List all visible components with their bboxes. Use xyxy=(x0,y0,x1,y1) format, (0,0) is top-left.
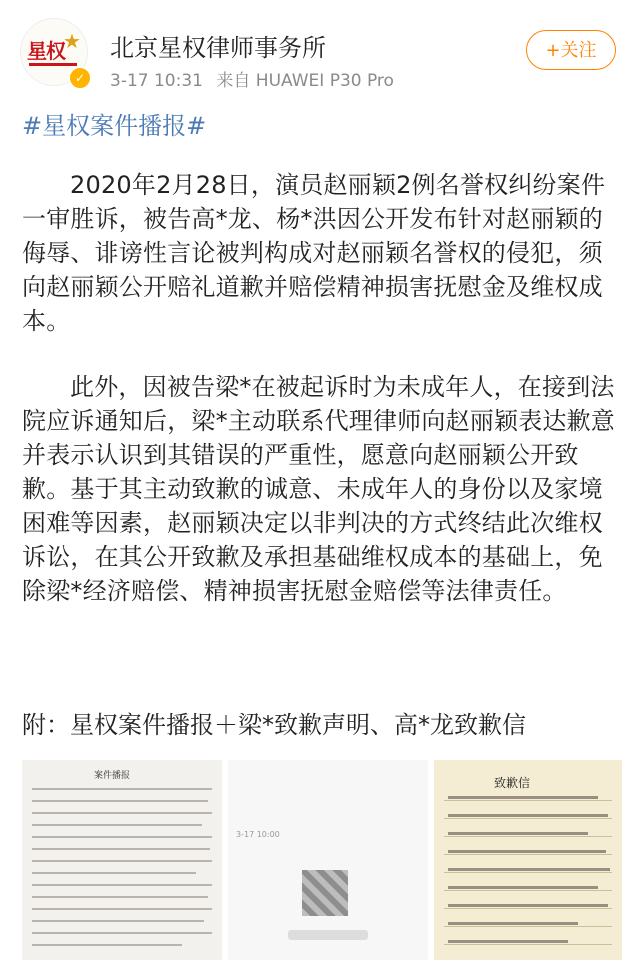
handwriting xyxy=(448,796,598,799)
apology-letter-image[interactable] xyxy=(434,760,622,960)
handwriting xyxy=(448,814,608,817)
chat-screenshot-image[interactable] xyxy=(228,760,428,960)
post-body xyxy=(22,168,622,640)
blurred-avatar xyxy=(302,870,348,916)
handwriting xyxy=(448,940,568,943)
doc-line xyxy=(32,800,208,802)
doc-line xyxy=(32,944,182,946)
avatar-logo-text: 星权 xyxy=(27,39,65,63)
handwriting xyxy=(448,922,578,925)
logo-stripe xyxy=(29,63,77,66)
doc-line xyxy=(32,788,212,790)
case-report-title: 案件播报 xyxy=(94,771,131,781)
paragraph-1: 2020年2月28日，演员赵丽颖2例名誉权纠纷案件一审胜诉，被告高*龙、杨*洪因公开发布针对赵丽颖的侮辱、诽谤性言论被判构成对赵丽颖名誉权的侵犯，须向赵丽颖公开赔礼道歉并赔偿精神损害抚慰金及维权成本。 xyxy=(22,171,606,335)
letter-rule xyxy=(444,926,612,927)
paragraph-2: 此外，因被告梁*在被起诉时为未成年人，在接到法院应诉通知后，梁*主动联系代理律师向赵丽颖表达歉意并表示认识到其错误的严重性，愿意向赵丽颖公开致歉。基于其主动致歉的诚意、未成年人的身份以及家境困难等因素，赵丽颖决定以非判决的方式终结此次维权诉讼，在其公开致歉及承担基础维权成本的基础上，免除梁*经济赔偿、精神损害抚慰金赔偿等法律责任。 xyxy=(22,373,615,605)
letter-rule xyxy=(444,872,612,873)
post-meta xyxy=(110,66,394,91)
handwriting xyxy=(448,904,608,907)
letter-rule xyxy=(444,800,612,801)
doc-line xyxy=(32,872,196,874)
chat-time: 3-17 10:00 xyxy=(236,830,280,839)
handwriting xyxy=(448,850,606,853)
doc-line xyxy=(32,836,212,838)
image-grid xyxy=(22,760,622,960)
letter-rule xyxy=(444,944,612,945)
apology-letter-title: 致歉信 xyxy=(494,776,531,790)
doc-line xyxy=(32,848,210,850)
handwriting xyxy=(448,832,588,835)
chat-bubble xyxy=(288,930,368,940)
letter-rule xyxy=(444,890,612,891)
handwriting xyxy=(448,868,610,871)
letter-rule xyxy=(444,836,612,837)
doc-line xyxy=(32,812,212,814)
handwriting xyxy=(448,886,598,889)
author-name[interactable]: 北京星权律师事务所 xyxy=(110,34,326,62)
doc-line xyxy=(32,824,202,826)
doc-line xyxy=(32,884,212,886)
letter-rule xyxy=(444,908,612,909)
doc-line xyxy=(32,908,212,910)
post-time: 3-17 10:31 xyxy=(110,71,203,91)
hashtag-link[interactable]: #星权案件播报# xyxy=(22,112,207,140)
doc-line xyxy=(32,932,212,934)
star-icon: ★ xyxy=(63,29,81,53)
letter-rule xyxy=(444,854,612,855)
case-report-image[interactable] xyxy=(22,760,222,960)
doc-line xyxy=(32,896,208,898)
letter-rule xyxy=(444,818,612,819)
follow-button[interactable]: +关注 xyxy=(526,30,616,70)
post-header xyxy=(0,0,640,100)
verified-badge-icon: ✓ xyxy=(68,66,92,90)
doc-line xyxy=(32,860,212,862)
appendix-text: 附：星权案件播报＋梁*致歉声明、高*龙致歉信 xyxy=(22,711,526,739)
post-source: 来自 HUAWEI P30 Pro xyxy=(216,71,394,91)
doc-line xyxy=(32,920,204,922)
